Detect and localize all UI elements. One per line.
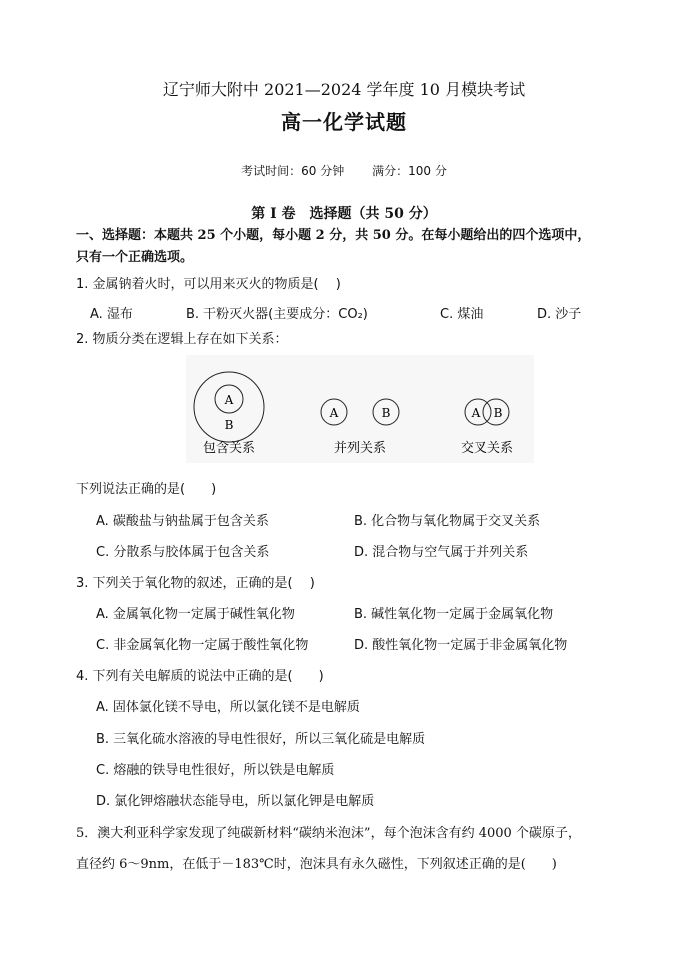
parallel-label-b: B (381, 406, 391, 420)
question-4-option-b: B. 三氧化硫水溶液的导电性很好，所以三氧化硫是电解质 (96, 732, 426, 747)
question-2-option-c: C. 分散系与胶体属于包含关系 (96, 545, 270, 560)
question-3-stem: 3. 下列关于氧化物的叙述，正确的是( ) (76, 576, 315, 591)
exam-score: 满分：100 分 (372, 164, 447, 178)
question-3-option-a: A. 金属氧化物一定属于碱性氧化物 (96, 607, 295, 622)
intersection-caption: 交叉关系 (460, 441, 514, 456)
question-1-option-d: D. 沙子 (537, 307, 582, 322)
question-4-option-c: C. 熔融的铁导电性很好，所以铁是电解质 (96, 763, 335, 778)
question-2-option-b: B. 化合物与氧化物属于交叉关系 (354, 514, 541, 529)
question-2-stem: 2. 物质分类在逻辑上存在如下关系： (76, 332, 288, 347)
subject-title: 高一化学试题 (281, 110, 407, 134)
intersection-label-a: A (471, 406, 481, 420)
question-3-option-b: B. 碱性氧化物一定属于金属氧化物 (354, 607, 554, 622)
question-5-stem-line-1: 5．澳大利亚科学家发现了纯碳新材料“碳纳米泡沫”，每个泡沫含有约 4000 个碳原子， (76, 826, 581, 841)
question-5-stem-line-2: 直径约 6～9nm，在低于－183℃时，泡沫具有永久磁性，下列叙述正确的是( ) (76, 857, 557, 872)
parallel-label-a: A (329, 406, 339, 420)
inclusion-label-a: A (224, 393, 234, 407)
inclusion-caption: 包含关系 (202, 441, 256, 456)
question-3-option-d: D. 酸性氧化物一定属于非金属氧化物 (354, 638, 568, 653)
section-title: 第 Ⅰ 卷 选择题（共 50 分） (251, 206, 437, 222)
intersection-label-b: B (493, 406, 503, 420)
instructions-line-2: 只有一个正确选项。 (76, 250, 194, 265)
question-2-sub-stem: 下列说法正确的是( ) (76, 482, 217, 497)
question-4-stem: 4. 下列有关电解质的说法中正确的是( ) (76, 669, 324, 684)
section-instructions (76, 225, 590, 269)
classification-diagram (186, 355, 534, 463)
question-1-option-a: A. 湿布 (90, 307, 133, 322)
question-1-option-c: C. 煤油 (440, 307, 484, 322)
question-1-stem: 1. 金属钠着火时，可以用来灭火的物质是( ) (76, 277, 341, 292)
exam-title: 辽宁师大附中 2021—2024 学年度 10 月模块考试 (162, 80, 526, 99)
question-2-option-a: A. 碳酸盐与钠盐属于包含关系 (96, 514, 269, 529)
question-4-option-d: D. 氯化钾熔融状态能导电，所以氯化钾是电解质 (96, 794, 375, 809)
question-1-option-b: B. 干粉灭火器(主要成分：CO₂) (186, 307, 368, 322)
parallel-caption: 并列关系 (333, 441, 387, 456)
inclusion-label-b: B (224, 418, 234, 432)
question-4-option-a: A. 固体氯化镁不导电，所以氯化镁不是电解质 (96, 700, 360, 715)
exam-time: 考试时间：60 分钟 (241, 164, 345, 178)
instructions-line-1: 一、选择题：本题共 25 个小题，每小题 2 分，共 50 分。在每小题给出的四个选项中， (76, 228, 591, 243)
question-2-option-d: D. 混合物与空气属于并列关系 (354, 545, 529, 560)
question-3-option-c: C. 非金属氧化物一定属于酸性氧化物 (96, 638, 309, 653)
exam-meta (0, 162, 688, 179)
